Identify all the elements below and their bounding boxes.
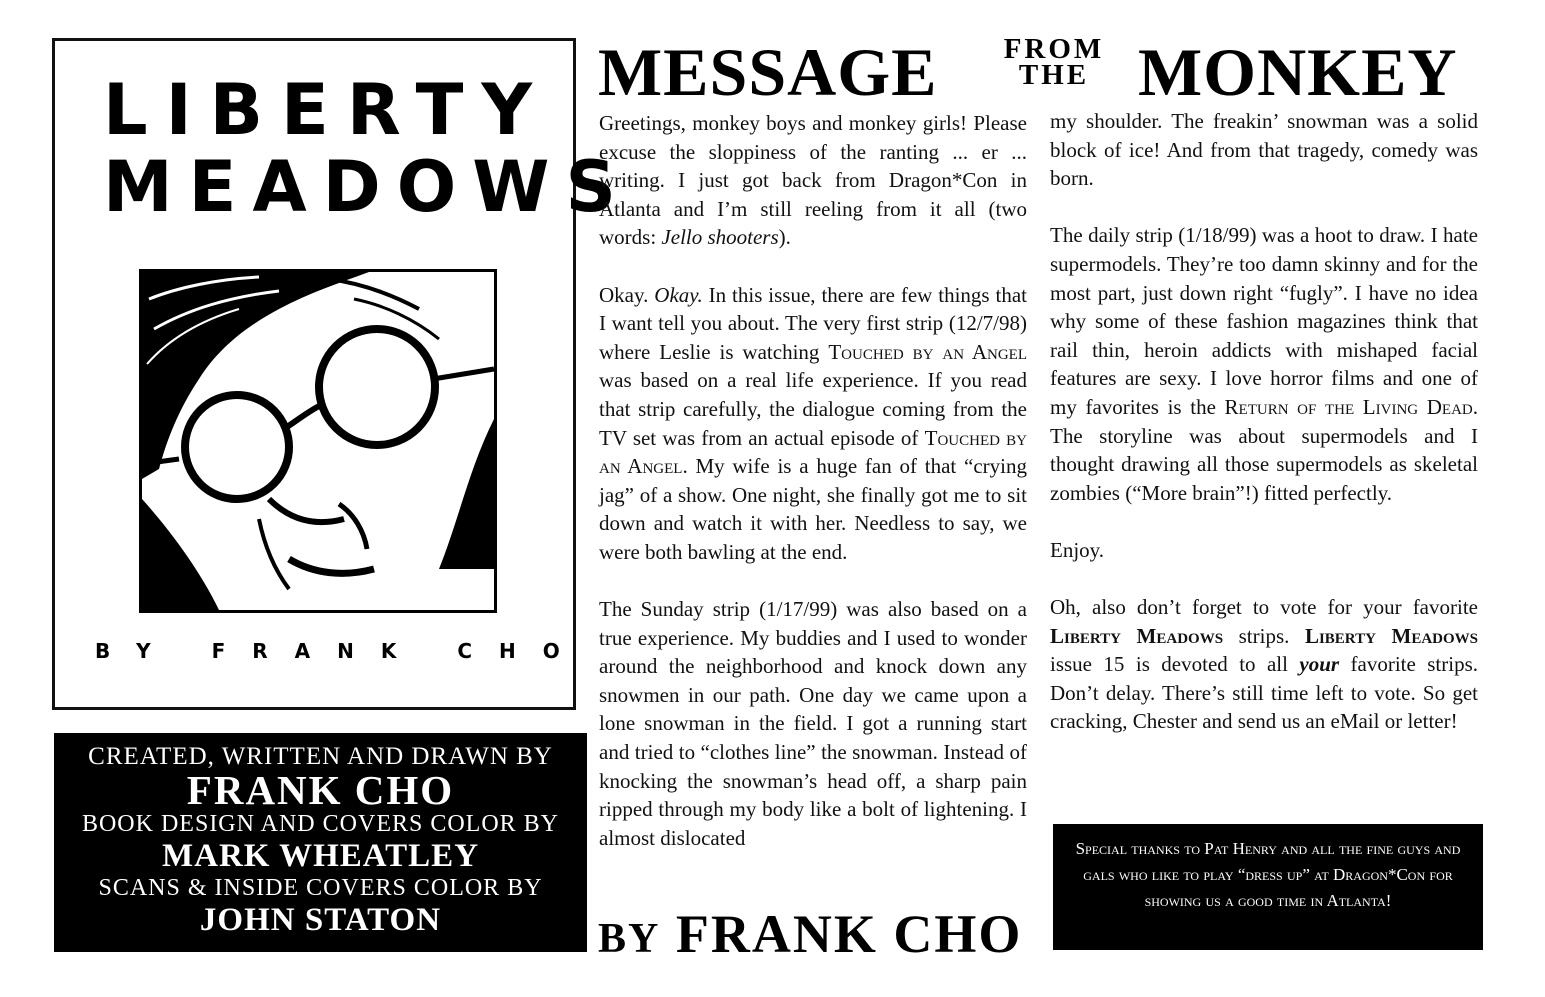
credits-name-scanner: JOHN STATON [199,902,442,938]
text-run: issue 15 is devoted to all [1050,652,1300,677]
cover-title [103,69,632,228]
cover-title-line2: MEADOWS [103,145,632,228]
page-title [598,33,1478,110]
credits-name-creator: FRANK CHO [186,767,455,813]
author-signature [598,902,1022,971]
special-thanks-box: Special thanks to Pat Henry and all the fine guys and gals who like to play “dress up” at Dragon*Con for showing us a good time in Atlanta! [1053,824,1483,950]
paragraph-greetings [599,109,1027,252]
show-title: Touched by an Angel [599,425,1028,479]
text-run: was based on a real life experience. If you read that strip carefully, the dialogue coming from the TV set was from an actual episode of [599,368,1027,450]
text-run: . My wife is a huge fan of that “crying jag” of a show. One night, she finally got me to sit down and watch it with her. Needless to say, we were both bawling at the end. [599,454,1027,564]
emphasis-text: Okay. [654,282,703,307]
film-title: Return of the Living Dead [1224,394,1473,419]
text-run: strips. [1223,623,1305,648]
text-run: Greetings, monkey boys and monkey girls! Please excuse the sloppiness of the ranting ... er ... writing. I just got back from Dragon*Con in Atlanta and I’m still reeling from it all (two words: [599,111,1027,250]
title-word-from: FROM [1003,33,1105,65]
paragraph-shoulder: my shoulder. The freakin’ snowman was a solid block of ice! And from that tragedy, comedy was born. [1050,109,1478,191]
paragraph-okay [599,281,1027,567]
cover-title-line1: LIBERTY [103,69,551,151]
paragraph-sunday-strip: The Sunday strip (1/17/99) was also based on a true experience. My buddies and I used to wonder around the neighborhood and knock down any snowmen in our path. One day we came upon a lone snowman in the field. I got a running start and tried to “clothes line” the snowman. Instead of knocking the snowman’s head off, a sharp pain ripped through my body like a bolt of lightening. I almost dislocated [599,597,1027,850]
article-column-1 [599,109,1027,881]
text-run: favorite strips. Don’t delay. There’s still time left to vote. So get cracking, Chester and send us an eMail or letter! [1050,652,1478,734]
text-run: Oh, also don’t forget to vote for your favorite [1050,595,1478,620]
credits-box [54,733,587,952]
cover-byline: BY FRANK CHO [95,639,587,663]
credits-line-design: BOOK DESIGN AND COVERS COLOR BY [81,811,560,837]
text-run: ). [778,225,791,250]
credits-line-created: CREATED, WRITTEN AND DRAWN BY [88,743,553,770]
emphasis-text: your [1299,652,1340,677]
paragraph-daily-strip [1050,221,1478,507]
show-title: Touched by an Angel [828,339,1028,364]
text-run: Okay. [599,282,655,307]
portrait-illustration [139,269,497,613]
article-column-2 [1050,107,1478,765]
credits-line-scans: SCANS & INSIDE COVERS COLOR BY [98,875,543,901]
title-word-message: MESSAGE [598,34,938,110]
text-run: The daily strip (1/18/99) was a hoot to draw. I hate supermodels. They’re too damn skinny and for the most part, just down right “fugly”. I have no idea why some of these fashion magazines think that rail thin, heroin addicts with mishaped facial features are sexy. I love horror films and one of my favorites is the [1050,223,1478,419]
paragraph-enjoy: Enjoy. [1050,537,1105,562]
comic-title: Liberty Meadows [1050,623,1224,648]
signature-name: FRANK CHO [675,904,1023,964]
text-run: . The storyline was about supermodels and I thought drawing all those supermodels as skeletal zombies (“More brain”!) fitted perfectly. [1050,394,1478,505]
title-word-the: THE [1018,59,1090,91]
signature-by: BY [598,916,661,962]
comic-title: Liberty Meadows [1304,623,1478,648]
text-run: In this issue, there are few things that I want tell you about. The very first strip (12/7/98) where Leslie is watching [599,282,1028,364]
paragraph-vote [1050,593,1478,736]
emphasis-text: Jello shooters [661,225,779,250]
credits-name-designer: MARK WHEATLEY [161,838,480,874]
title-word-monkey: MONKEY [1138,34,1458,110]
